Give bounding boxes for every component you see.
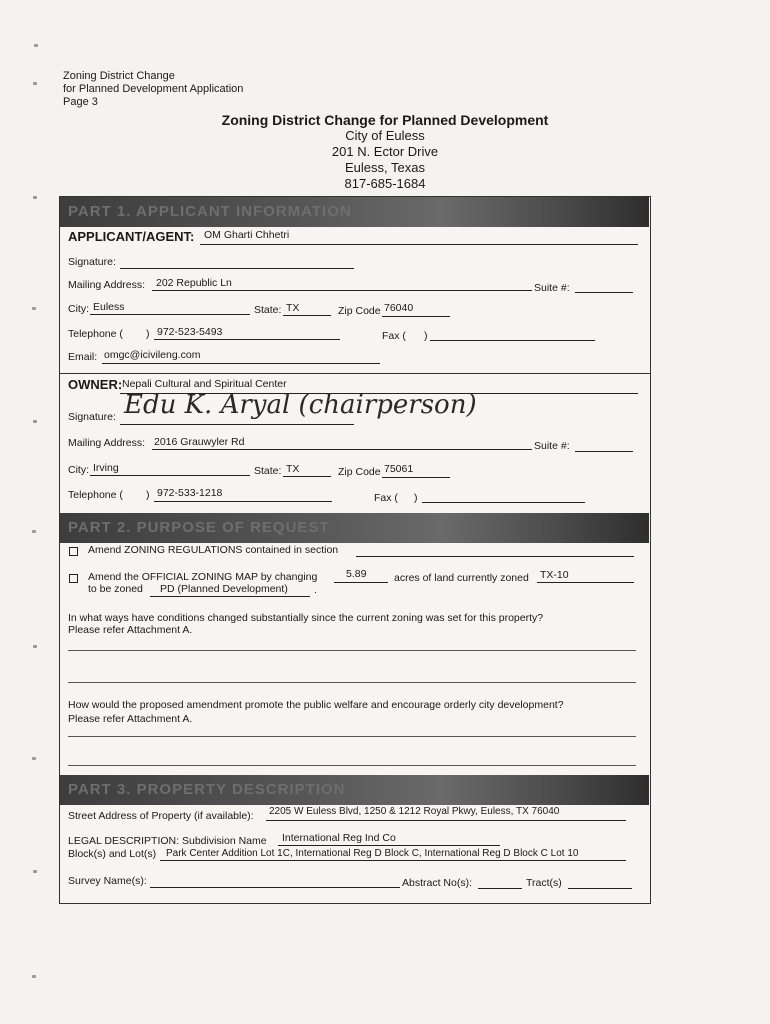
tract-line[interactable] (568, 888, 632, 889)
owner-mailing-label: Mailing Address: (68, 437, 146, 449)
scan-mark (32, 530, 36, 533)
answer-2-line-2 (68, 765, 636, 766)
abstract-label: Abstract No(s): (402, 877, 473, 889)
zip-label: Zip Code (338, 305, 381, 317)
owner-separator (59, 373, 651, 374)
header-line-1: Zoning District Change (63, 70, 175, 82)
answer-1-line-2 (68, 682, 636, 683)
scan-mark (33, 645, 37, 648)
city-label: City: (68, 303, 89, 315)
owner-signature-label: Signature: (68, 411, 116, 423)
street-value[interactable]: 2205 W Euless Blvd, 1250 & 1212 Royal Pkwy, Euless, TX 76040 (269, 806, 560, 817)
street-line (266, 820, 626, 821)
owner-value[interactable]: Nepali Cultural and Spiritual Center (122, 378, 287, 390)
title-citystate: Euless, Texas (345, 160, 425, 175)
email-line (102, 363, 380, 364)
answer-1-line-1 (68, 650, 636, 651)
suite-label: Suite #: (534, 282, 570, 294)
document-title: Zoning District Change for Planned Development (221, 112, 549, 128)
tract-label: Tract(s) (526, 877, 562, 889)
to-be-zoned-period: . (314, 584, 317, 596)
owner-city-value[interactable]: Irving (93, 462, 119, 474)
part1-header-bar (60, 197, 649, 227)
scan-mark (33, 420, 37, 423)
zoned-value[interactable]: TX-10 (540, 569, 569, 581)
owner-label: OWNER: (68, 377, 123, 392)
city-line (90, 314, 250, 315)
question-2: How would the proposed amendment promote the public welfare and encourage orderly city development? (68, 699, 564, 711)
signature-label: Signature: (68, 256, 116, 268)
page-header (63, 70, 243, 109)
part3-header-bar (60, 775, 649, 805)
owner-signature-script: Edu K. Aryal (chairperson) (124, 390, 477, 420)
owner-mailing-line (152, 449, 532, 450)
email-value[interactable]: omgc@icivileng.com (104, 349, 201, 361)
amend-regs-line[interactable] (356, 556, 634, 557)
signature-line[interactable] (120, 268, 354, 269)
title-street: 201 N. Ector Drive (331, 144, 439, 159)
legal-value[interactable]: International Reg Ind Co (282, 832, 396, 844)
scan-mark (34, 44, 38, 47)
owner-telephone-line (154, 501, 332, 502)
suite-line[interactable] (575, 292, 633, 293)
owner-signature-line[interactable] (120, 424, 354, 425)
owner-fax-line[interactable] (422, 502, 585, 503)
email-label: Email: (68, 351, 98, 363)
state-line (283, 315, 331, 316)
scan-mark (32, 307, 36, 310)
amend-regs-label: Amend ZONING REGULATIONS contained in section (88, 544, 339, 556)
telephone-value[interactable]: 972-523-5493 (157, 326, 223, 338)
state-value[interactable]: TX (286, 302, 300, 314)
to-be-zoned-line (150, 596, 310, 597)
fax-label: Fax ( (382, 330, 406, 342)
fax-line[interactable] (430, 340, 595, 341)
city-value[interactable]: Euless (93, 301, 125, 313)
scan-mark (33, 196, 37, 199)
to-be-zoned-value[interactable]: PD (Planned Development) (160, 583, 288, 595)
amend-regs-checkbox[interactable] (69, 547, 78, 556)
owner-city-line (90, 475, 250, 476)
applicant-value[interactable]: OM Gharti Chhetri (204, 229, 290, 241)
question-1: In what ways have conditions changed substantially since the current zoning was set for this property? (68, 612, 544, 624)
amend-map-label-a: Amend the OFFICIAL ZONING MAP by changing (88, 571, 318, 583)
owner-city-label: City: (68, 464, 89, 476)
blocks-value[interactable]: Park Center Addition Lot 1C, International Reg D Block C, International Reg D Block C Lot 10 (166, 848, 579, 859)
owner-mailing-value[interactable]: 2016 Grauwyler Rd (154, 436, 245, 448)
owner-fax-paren: ) (414, 492, 418, 504)
blocks-line (160, 860, 626, 861)
owner-telephone-label: Telephone ( (68, 489, 123, 501)
question-1-answer[interactable]: Please refer Attachment A. (68, 624, 193, 636)
mailing-value[interactable]: 202 Republic Ln (156, 277, 232, 289)
part3-heading: PART 3. PROPERTY DESCRIPTION (68, 781, 346, 798)
legal-label: LEGAL DESCRIPTION: Subdivision Name (68, 835, 267, 847)
answer-2-line-1 (68, 736, 636, 737)
part2-header-bar (60, 513, 649, 543)
owner-zip-label: Zip Code (338, 466, 381, 478)
zip-value[interactable]: 76040 (384, 302, 414, 314)
title-city: City of Euless (345, 128, 425, 143)
telephone-paren: ) (146, 328, 150, 340)
amend-map-checkbox[interactable] (69, 574, 78, 583)
telephone-label: Telephone ( (68, 328, 123, 340)
owner-zip-value[interactable]: 75061 (384, 463, 414, 475)
amend-map-label-b: acres of land currently zoned (394, 572, 529, 584)
state-label: State: (254, 304, 282, 316)
mailing-label: Mailing Address: (68, 279, 146, 291)
owner-telephone-paren: ) (146, 489, 150, 501)
zip-line (382, 316, 450, 317)
applicant-label: APPLICANT/AGENT: (68, 229, 195, 244)
owner-telephone-value[interactable]: 972-533-1218 (157, 487, 223, 499)
title-phone: 817-685-1684 (344, 176, 426, 191)
scan-mark (32, 757, 36, 760)
survey-label: Survey Name(s): (68, 875, 147, 887)
survey-line[interactable] (150, 887, 400, 888)
zoned-line (537, 582, 634, 583)
telephone-line (154, 339, 340, 340)
part1-heading: PART 1. APPLICANT INFORMATION (68, 203, 352, 220)
fax-paren: ) (424, 330, 428, 342)
owner-zip-line (382, 477, 450, 478)
acres-line (334, 582, 388, 583)
question-2-answer[interactable]: Please refer Attachment A. (68, 713, 193, 725)
part2-heading: PART 2. PURPOSE OF REQUEST (68, 519, 330, 536)
legal-line (278, 845, 500, 846)
owner-suite-line[interactable] (575, 451, 633, 452)
owner-state-line (283, 476, 331, 477)
mailing-line (152, 290, 532, 291)
scan-mark (32, 975, 36, 978)
scan-mark (33, 870, 37, 873)
blocks-label: Block(s) and Lot(s) (68, 848, 157, 860)
header-line-3: Page 3 (63, 96, 98, 108)
owner-state-value[interactable]: TX (286, 463, 300, 475)
scan-mark (33, 82, 37, 85)
owner-fax-label: Fax ( (374, 492, 398, 504)
street-label: Street Address of Property (if available): (68, 810, 254, 822)
acres-value[interactable]: 5.89 (346, 568, 367, 580)
owner-state-label: State: (254, 465, 282, 477)
to-be-zoned-label: to be zoned (88, 583, 143, 595)
owner-suite-label: Suite #: (534, 440, 570, 452)
abstract-line[interactable] (478, 888, 522, 889)
applicant-line (200, 244, 638, 245)
header-line-2: for Planned Development Application (63, 83, 244, 95)
